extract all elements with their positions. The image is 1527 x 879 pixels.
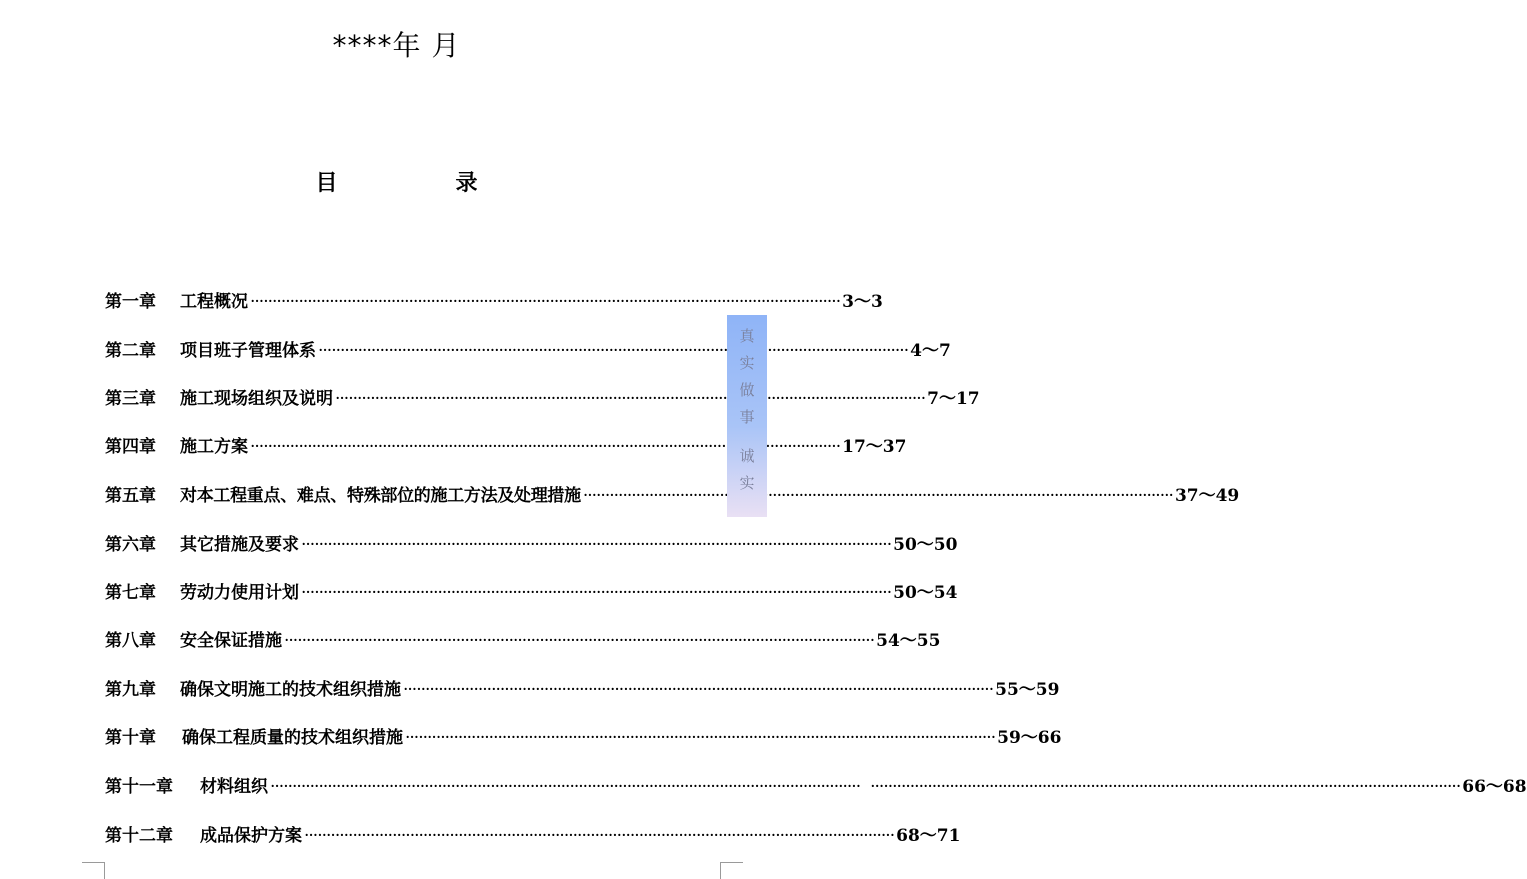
- toc-entry-title: 确保工程质量的技术组织措施: [182, 728, 403, 748]
- toc-leader: [304, 826, 894, 846]
- toc-entry[interactable]: [105, 578, 958, 603]
- toc-leader: [403, 680, 993, 700]
- date-line: ****年 月: [332, 29, 461, 62]
- toc-leader: [318, 341, 908, 361]
- toc-title-left: 目: [315, 170, 338, 196]
- toc-chapter: 第五章: [105, 486, 156, 506]
- toc-entry[interactable]: [105, 675, 1060, 700]
- toc-leader-part: [270, 777, 860, 797]
- side-widget-char: 事: [739, 408, 755, 426]
- toc-title: [0, 166, 793, 197]
- toc-chapter: 第六章: [105, 535, 156, 555]
- toc-chapter: 第七章: [105, 583, 156, 603]
- toc-chapter: 第四章: [105, 437, 156, 457]
- toc-chapter: 第十二章: [105, 826, 173, 846]
- toc-title-right: 录: [455, 170, 478, 196]
- toc-leader: [284, 631, 874, 651]
- side-widget-char: 做: [739, 381, 755, 399]
- toc-pages: 50～54: [893, 583, 958, 603]
- toc-pages: 4～7: [910, 341, 951, 361]
- page-corner-mark: [720, 862, 743, 879]
- toc-leader: [405, 728, 995, 748]
- toc-entry-title: 其它措施及要求: [180, 535, 299, 555]
- toc-entry[interactable]: [105, 287, 883, 312]
- toc-leader: [583, 486, 1173, 506]
- toc-entry[interactable]: [105, 336, 951, 361]
- toc-entry-title: 材料组织: [200, 777, 268, 797]
- toc-entry[interactable]: [105, 384, 980, 409]
- side-widget-char: 真: [739, 327, 755, 345]
- toc-pages: 17～37: [842, 437, 907, 457]
- toc-pages: 37～49: [1174, 486, 1240, 506]
- toc-pages: 54～55: [876, 631, 941, 651]
- side-widget[interactable]: [727, 315, 767, 517]
- toc-leader: [301, 583, 891, 603]
- side-widget-char: 实: [739, 474, 755, 492]
- toc-entry[interactable]: [105, 432, 907, 457]
- toc-chapter: 第三章: [105, 389, 156, 409]
- toc-chapter: 第二章: [105, 341, 156, 361]
- toc-entry[interactable]: [105, 481, 1240, 506]
- toc-entry-title: 施工方案: [180, 437, 248, 457]
- toc-chapter: 第十一章: [105, 777, 173, 797]
- toc-chapter: 第九章: [105, 680, 156, 700]
- toc-leader: [335, 389, 925, 409]
- toc-entry[interactable]: [105, 723, 1062, 748]
- page-corner-mark: [82, 862, 105, 879]
- toc-entry-title: 项目班子管理体系: [180, 341, 316, 361]
- toc-pages: 59～66: [997, 728, 1062, 748]
- toc-entry[interactable]: [105, 530, 958, 555]
- toc-pages: 50～50: [893, 535, 958, 555]
- toc-pages: 68～71: [896, 826, 961, 846]
- toc-entry[interactable]: [105, 772, 1527, 797]
- toc-entry[interactable]: [105, 821, 961, 846]
- toc-pages: 55～59: [995, 680, 1060, 700]
- toc-pages: 7～17: [927, 389, 980, 409]
- toc-entry-title: 成品保护方案: [200, 826, 302, 846]
- toc-entry-title: 工程概况: [180, 292, 248, 312]
- toc-chapter: 第八章: [105, 631, 156, 651]
- toc-chapter: 第十章: [105, 728, 156, 748]
- toc-pages: 3～3: [842, 292, 883, 312]
- toc-entry-title: 确保文明施工的技术组织措施: [180, 680, 401, 700]
- toc-leader: [301, 535, 891, 555]
- toc-pages: 66～68: [1462, 777, 1527, 797]
- toc-entry-title: 对本工程重点、难点、特殊部位的施工方法及处理措施: [180, 486, 581, 506]
- toc-leader: [270, 777, 1460, 797]
- toc-entry-title: 施工现场组织及说明: [180, 389, 333, 409]
- toc-entry-title: 安全保证措施: [180, 631, 282, 651]
- side-widget-char: 诚: [739, 447, 755, 465]
- side-widget-char: 实: [739, 354, 755, 372]
- toc-leader: [250, 292, 840, 312]
- toc-leader-part: [870, 777, 1460, 797]
- toc-entry[interactable]: [105, 626, 941, 651]
- toc-chapter: 第一章: [105, 292, 156, 312]
- toc-entry-title: 劳动力使用计划: [180, 583, 299, 603]
